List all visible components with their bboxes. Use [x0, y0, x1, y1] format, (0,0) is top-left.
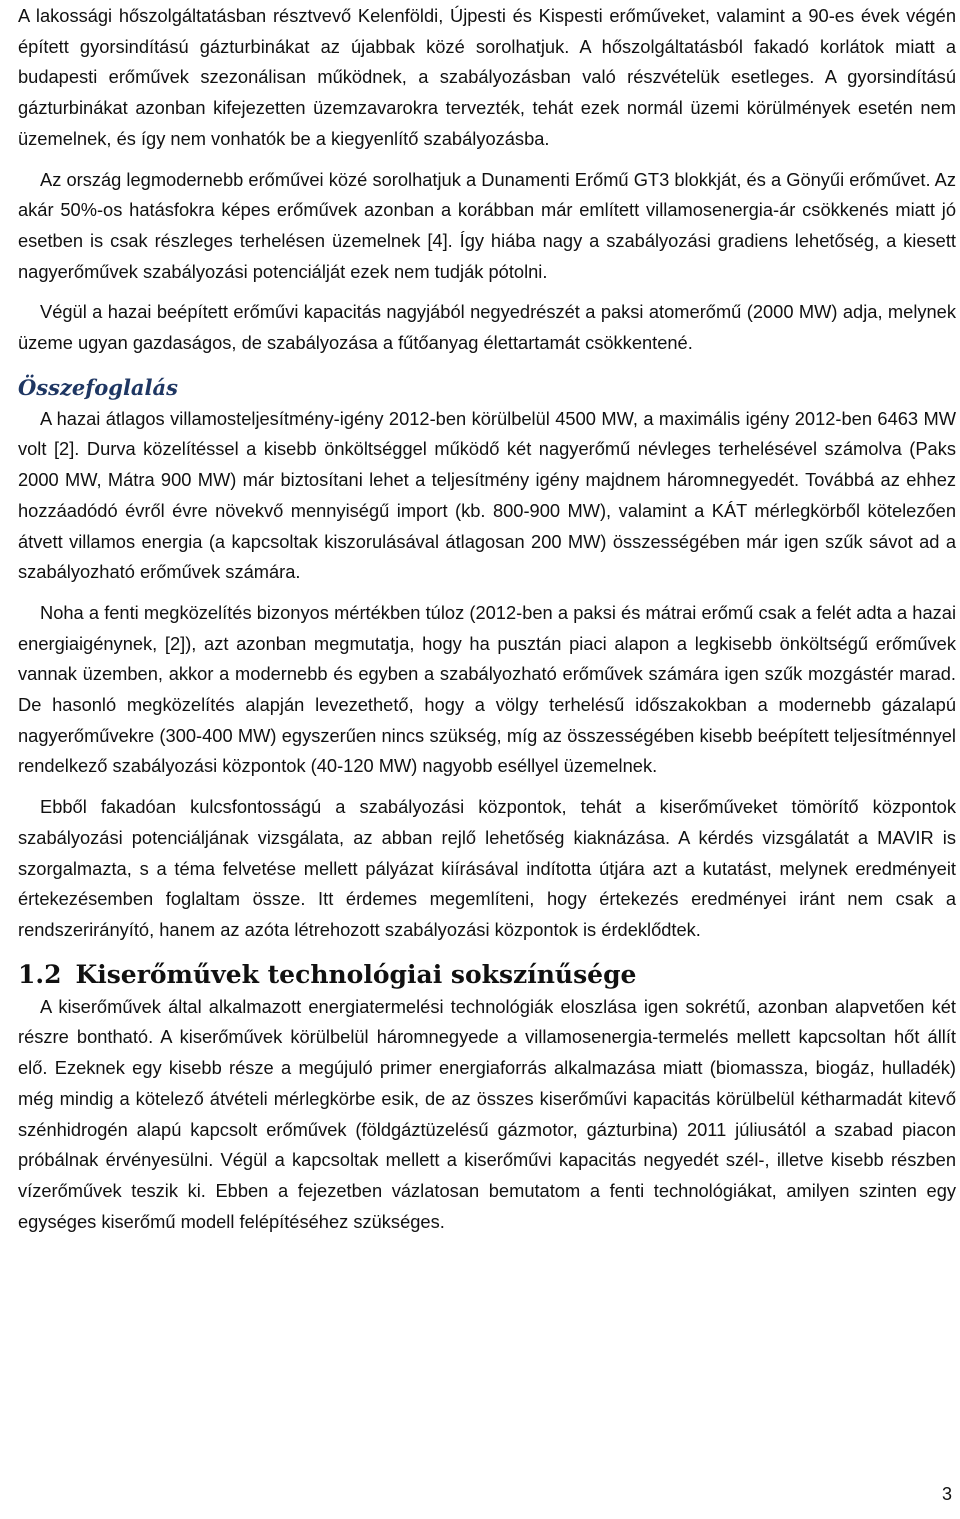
- paragraph-power-plants-budapest: A lakossági hőszolgáltatásban résztvevő Kelenföldi, Újpesti és Kispesti erőműveket, valamint a 90-es évek végén épített gyorsindítású gázturbinákat az újabbak közé sorolhatjuk. A hőszolgáltatásból fakadó korlátok miatt a budapesti erőművek szezonálisan működnek, a szabályozásban való részvételük esetleges. A gyorsindítású gázturbinákat azonban kifejezetten üzemzavarokra tervezték, tehát ezek normál üzemi körülmények esetén nem üzemelnek, és így nem vonhatók be a kiegyenlítő szabályozásba.: [18, 5, 956, 149]
- paragraph-paks-nuclear: Végül a hazai beépített erőművi kapacitás nagyjából negyedrészét a paksi atomerőmű (2000 MW) adja, melynek üzeme ugyan gazdaságos, de szabályozása a fűtőanyag élettartamát csökkentené.: [18, 301, 956, 354]
- paragraph-summary-approach: Noha a fenti megközelítés bizonyos mértékben túloz (2012-ben a paksi és mátrai erőmű csak a felét adta a hazai energiaigénynek, [2]), azt azonban megmutatja, hogy ha pusztán piaci alapon a legkisebb önköltségű erőművek vannak üzemben, akkor a modernebb és egyben a szabályozható erőművek számára igen szűk mozgástér marad. De hasonló megközelítés alapján levezethető, hogy a völgy terhelésű időszakokban a modernebb gázalapú nagyerőművekre (300-400 MW) egyszerűen nincs szükség, míg az összességében kisebb beépített teljesítménnyel rendelkező szabályozási központok (40-120 MW) nagyobb eséllyel üzemelnek.: [18, 601, 956, 777]
- paragraph-modern-power-plants: Az ország legmodernebb erőművei közé sorolhatjuk a Dunamenti Erőmű GT3 blokkját, és a Gönyűi erőművet. Az akár 50%-os hatásfokra képes erőművek azonban a korábban már említett villamosenergia-ár csökkenés miatt jó esetben is csak részleges terhelésen üzemelnek [4]. Így hiába nagy a szabályozási gradiens lehetőség, a kiesett nagyerőművek szabályozási potenciálját ezek nem tudják pótolni.: [18, 168, 956, 282]
- paragraph-summary-demand: A hazai átlagos villamosteljesítmény-igény 2012-ben körülbelül 4500 MW, a maximális igény 2012-ben 6463 MW volt [2]. Durva közelítéssel a kisebb önköltséggel működő két nagyerőmű névleges terhelésével számolva (Paks 2000 MW, Mátra 900 MW) már biztosítani lehet a teljesítmény igény majdnem háromnegyedét. Továbbá az ehhez hozzáadódó évről évre növekvő mennyiségű import (kb. 800-900 MW), valamint a KÁT mérlegkörből kötelezően átvett villamos energia (a kapcsoltak kiszorulásával átlagosan 200 MW) összességében már igen szűk sávot ad a szabályozható erőművek számára.: [18, 407, 956, 583]
- paragraph-summary-conclusion: Ebből fakadóan kulcsfontosságú a szabályozási központok, tehát a kiserőműveket tömörítő központok szabályozási potenciáljának vizsgálata, az abban rejlő lehetőség kiaknázása. A kérdés vizsgálatát a MAVIR is szorgalmazta, s a téma felvetése mellett pályázat kiírásával indította útjára azt a kutatást, melynek eredményeit értekezésemben foglaltam össze. Itt érdemes megemlíteni, hogy értekezés eredményei iránt nem csak a rendszerirányító, hanem az azóta létrehozott szabályozási központok is érdeklődtek.: [18, 796, 956, 940]
- section-heading: [18, 958, 956, 992]
- paragraph-technologies: A kiserőművek által alkalmazott energiatermelési technológiák eloszlása igen sokrétű, azonban alapvetően két részre bontható. A kiserőművek körülbelül háromnegyede a villamosenergia-termelés mellett kapcsoltan hőt állít elő. Ezeknek egy kisebb része a megújuló primer energiaforrás alkalmazása miatt (biomassza, biogáz, hulladék) még mindig a kötelező átvételi mérlegkörbe esik, de az összes kiserőművi kapacitás körülbelül kétharmadát kitevő szénhidrogén alapú kapcsolt erőművek (földgáztüzelésű gázmotor, gázturbina) 2011 júliusától a szabad piacon próbálnak érvényesülni. Végül a kapcsoltak mellett a kiserőművi kapacitás negyedét szél-, illetve kisebb részben vízerőművek teszik ki. Ebben a fejezetben vázlatosan bemutatom a fenti technológiákat, amilyen szinten egy egységes kiserőmű modell felépítéséhez szükséges.: [18, 995, 956, 1232]
- section-title: Kiserőművek technológiai sokszínűsége: [75, 959, 637, 989]
- page-number: 3: [941, 1484, 952, 1504]
- document-page: [18, 0, 956, 1237]
- summary-heading: Összefoglalás: [18, 374, 178, 400]
- section-number: 1.2: [18, 959, 62, 989]
